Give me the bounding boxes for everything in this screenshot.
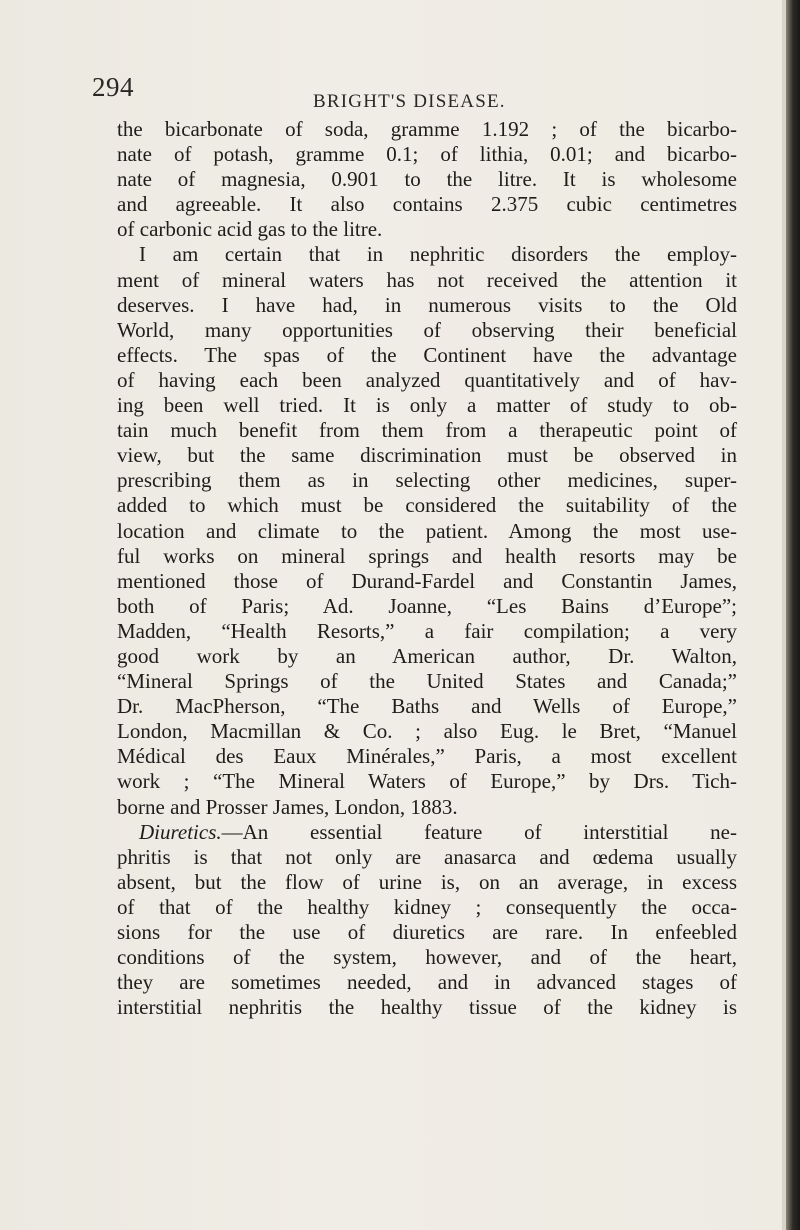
text-line: prescribing them as in selecting other medicines, super- [117, 468, 737, 493]
text-line: deserves. I have had, in numerous visits to the Old [117, 292, 737, 317]
body-text [117, 117, 737, 1020]
text-line: effects. The spas of the Continent have the advantage [117, 342, 737, 367]
page-edge-shadow [786, 0, 800, 1230]
text-line: I am certain that in nephritic disorders the employ- [139, 242, 737, 267]
section-lead-text: —An essential feature of interstitial ne- [221, 819, 737, 844]
text-line: location and climate to the patient. Among the most use- [117, 518, 737, 543]
text-line: borne and Prosser James, London, 1883. [117, 794, 458, 819]
text-line: interstitial nephritis the healthy tissue of the kidney is [117, 995, 737, 1020]
text-line: work ; “The Mineral Waters of Europe,” by Drs. Tich- [117, 769, 737, 794]
page-number: 294 [92, 72, 134, 102]
text-line: nate of magnesia, 0.901 to the litre. It is wholesome [117, 167, 737, 192]
text-line: of carbonic acid gas to the litre. [117, 217, 383, 242]
text-line: conditions of the system, however, and of the heart, [117, 945, 737, 970]
text-line: of that of the healthy kidney ; consequently the occa- [117, 894, 737, 919]
text-line: view, but the same discrimination must be observed in [117, 443, 737, 468]
running-head: BRIGHT'S DISEASE. [313, 91, 506, 112]
text-line: “Mineral Springs of the United States and Canada;” [117, 669, 737, 694]
text-line: World, many opportunities of observing their beneficial [117, 317, 737, 342]
text-line: both of Paris; Ad. Joanne, “Les Bains d’Europe”; [117, 593, 737, 618]
section-lead-line [117, 820, 737, 845]
text-line: ment of mineral waters has not received the attention it [117, 267, 737, 292]
text-line: they are sometimes needed, and in advanced stages of [117, 970, 737, 995]
text-line: Médical des Eaux Minérales,” Paris, a most excellent [117, 744, 737, 769]
text-line: phritis is that not only are anasarca and œdema usually [117, 844, 737, 869]
section-heading-diuretics: Diuretics. [139, 819, 222, 844]
text-line: good work by an American author, Dr. Walton, [117, 643, 737, 668]
text-line: sions for the use of diuretics are rare. In enfeebled [117, 920, 737, 944]
text-line: Madden, “Health Resorts,” a fair compilation; a very [117, 618, 737, 643]
text-line: ing been well tried. It is only a matter of study to ob- [117, 393, 737, 418]
text-line: Dr. MacPherson, “The Baths and Wells of Europe,” [117, 694, 737, 719]
text-line: tain much benefit from them from a therapeutic point of [117, 418, 737, 443]
text-line: the bicarbonate of soda, gramme 1.192 ; of the bicarbo- [117, 117, 737, 141]
text-line: of having each been analyzed quantitatively and of hav- [117, 367, 737, 392]
text-line: nate of potash, gramme 0.1; of lithia, 0.01; and bicarbo- [117, 142, 737, 167]
text-line: added to which must be considered the suitability of the [117, 493, 737, 518]
text-line: absent, but the flow of urine is, on an average, in excess [117, 869, 737, 894]
text-line: mentioned those of Durand-Fardel and Constantin James, [117, 568, 737, 593]
text-line: and agreeable. It also contains 2.375 cubic centimetres [117, 192, 737, 217]
text-line: London, Macmillan & Co. ; also Eug. le Bret, “Manuel [117, 719, 737, 744]
text-line: ful works on mineral springs and health resorts may be [117, 543, 737, 568]
